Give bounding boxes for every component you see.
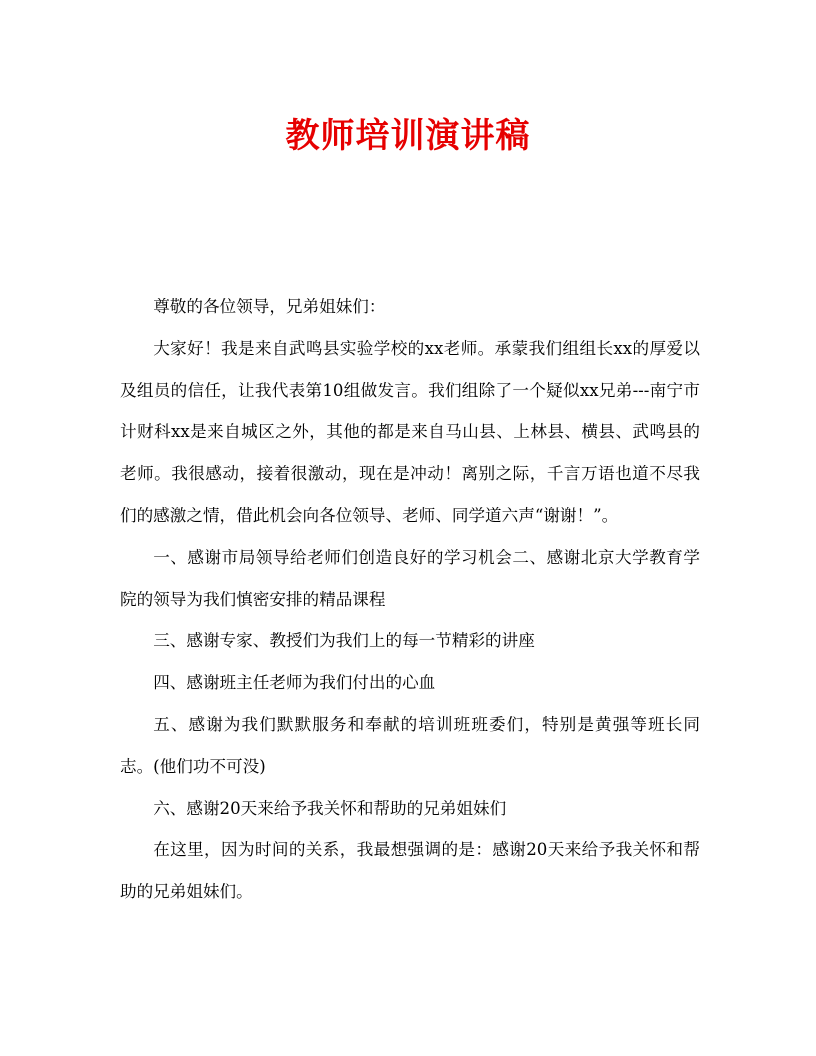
paragraph-salutation: 尊敬的各位领导，兄弟姐妹们：	[153, 297, 386, 316]
paragraph-thanks-3: 三、感谢专家、教授们为我们上的每一节精彩的讲座	[153, 631, 535, 651]
paragraph-thanks-6: 六、感谢20天来给予我关怀和帮助的兄弟姐妹们	[153, 798, 507, 818]
paragraph-thanks-4: 四、感谢班主任老师为我们付出的心血	[153, 673, 436, 693]
document-body	[120, 286, 700, 913]
document-title: 教师培训演讲稿	[285, 116, 531, 156]
paragraph-thanks-5: 五、感谢为我们默默服务和奉献的培训班班委们，特别是黄强等班长同志。(他们功不可没)	[120, 714, 700, 776]
paragraph-thanks-1-2: 一、感谢市局领导给老师们创造良好的学习机会二、感谢北京大学教育学院的领导为我们慎密安排的精品课程	[120, 547, 700, 609]
paragraph-introduction: 大家好！我是来自武鸣县实验学校的xx老师。承蒙我们组组长xx的厚爱以及组员的信任，让我代表第10组做发言。我们组除了一个疑似xx兄弟---南宁市计财科xx是来自城区之外，其他的都是来自马山县、上林县、横县、武鸣县的老师。我很感动，接着很激动，现在是冲动！离别之际，千言万语也道不尽我们的感激之情，借此机会向各位领导、老师、同学道六声“谢谢！”。	[120, 338, 700, 525]
paragraph-closing: 在这里，因为时间的关系，我最想强调的是：感谢20天来给予我关怀和帮助的兄弟姐妹们。	[120, 840, 700, 902]
